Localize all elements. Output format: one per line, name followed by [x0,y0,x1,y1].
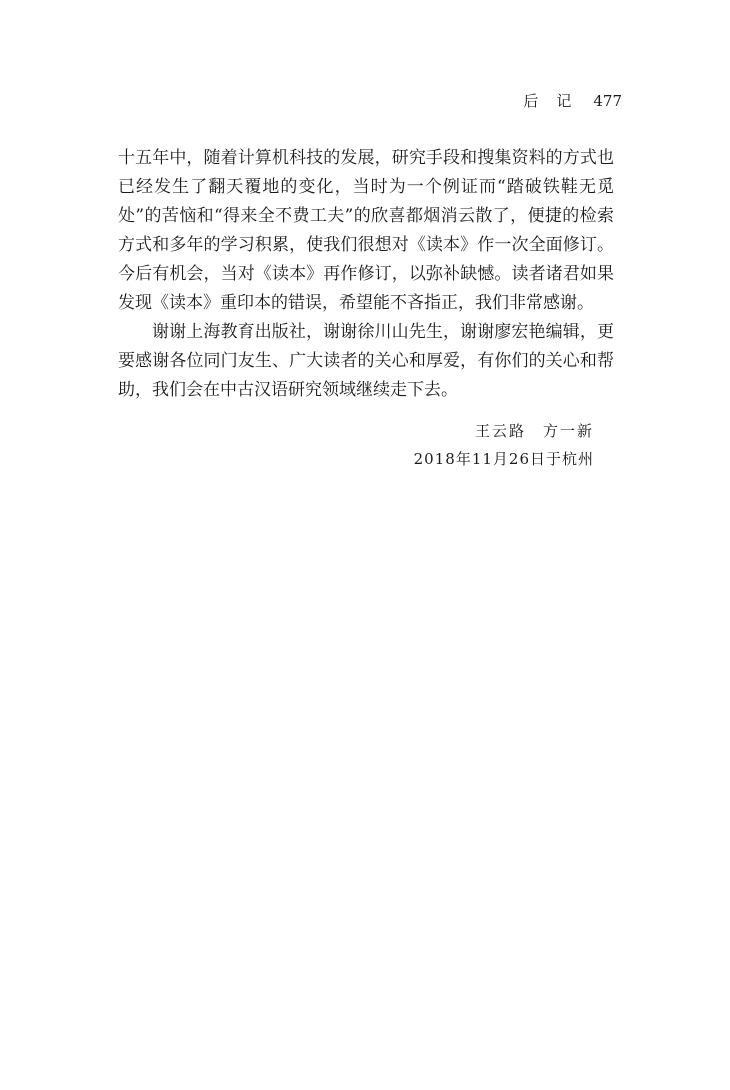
signature-date: 2018年11月26日于杭州 [413,450,594,468]
paragraph-acknowledgements: 谢谢上海教育出版社，谢谢徐川山先生，谢谢廖宏艳编辑，更要感谢各位同门友生、广大读者的关心和厚爱，有你们的关心和帮助，我们会在中古汉语研究领域继续走下去。 [118,322,614,400]
running-header [523,90,622,111]
signature-authors: 王云路 方一新 [474,422,594,440]
page-number: 477 [593,92,622,110]
paragraph-continued: 十五年中，随着计算机科技的发展，研究手段和搜集资料的方式也已经发生了翻天覆地的变化，当时为一个例证而“踏破铁鞋无觅处”的苦恼和“得来全不费工夫”的欣喜都烟消云散了，便捷的检索方式和多年的学习积累，使我们很想对《读本》作一次全面修订。今后有机会，当对《读本》再作修订，以弥补缺憾。读者诸君如果发现《读本》重印本的错误，希望能不吝指正，我们非常感谢。 [118,148,614,313]
main-text [118,144,614,405]
section-title: 后记 [523,92,590,110]
